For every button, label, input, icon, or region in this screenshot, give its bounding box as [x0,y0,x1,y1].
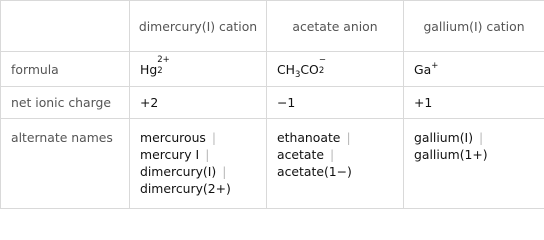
formula-hg-base: Hg [140,61,158,77]
name-line [277,146,393,163]
formula-hg-indices [157,54,171,76]
row-label-names: alternate names [1,119,130,209]
name-line [140,180,256,197]
name-line [140,146,256,163]
charge-row [1,87,544,119]
charge-acetate: −1 [267,87,404,119]
formula-acetate [267,52,404,87]
formula-dimercury [130,52,267,87]
charge-gallium: +1 [404,87,544,119]
name-separator: | [211,130,217,145]
formula-ch-subscript: 3 [294,69,301,80]
formula-ch: CH [277,61,295,77]
charge-dimercury: +2 [130,87,267,119]
name-item: ethanoate [277,130,341,145]
formula-co-indices [318,54,333,76]
name-item: dimercury(2+) [140,181,231,196]
names-dimercury [130,119,267,209]
formula-hg-subscript: 2 [157,65,163,76]
corner-cell [1,1,130,52]
name-item: mercurous [140,130,206,145]
name-line [140,129,256,146]
formula-acetate-charge: − [318,54,326,65]
row-label-formula: formula [1,52,130,87]
formula-ga-base: Ga [414,61,432,77]
name-separator: | [329,147,335,162]
formula-gallium [404,52,544,87]
name-line [414,146,534,163]
names-row [1,119,544,209]
column-header-gallium: gallium(I) cation [404,1,544,52]
name-separator: | [205,147,210,162]
name-item: dimercury(I) [140,164,217,179]
row-label-charge: net ionic charge [1,87,130,119]
names-gallium [404,119,544,209]
name-item: gallium(1+) [414,147,488,162]
name-line [414,129,534,146]
formula-co: CO [300,61,319,77]
name-separator: | [222,164,227,179]
names-acetate [267,119,404,209]
name-item: gallium(I) [414,130,474,145]
header-row [1,1,544,52]
column-header-dimercury: dimercury(I) cation [130,1,267,52]
formula-hg-charge: 2+ [157,54,170,65]
name-item: mercury I [140,147,200,162]
name-separator: | [346,130,351,145]
column-header-acetate: acetate anion [267,1,404,52]
name-line [277,129,393,146]
formula-row [1,52,544,87]
name-item: acetate [277,147,324,162]
formula-ga-charge: + [431,60,439,71]
formula-co-subscript: 2 [318,65,325,76]
name-separator: | [479,130,484,145]
name-item: acetate(1−) [277,164,352,179]
name-line [277,163,393,180]
name-line [140,163,256,180]
